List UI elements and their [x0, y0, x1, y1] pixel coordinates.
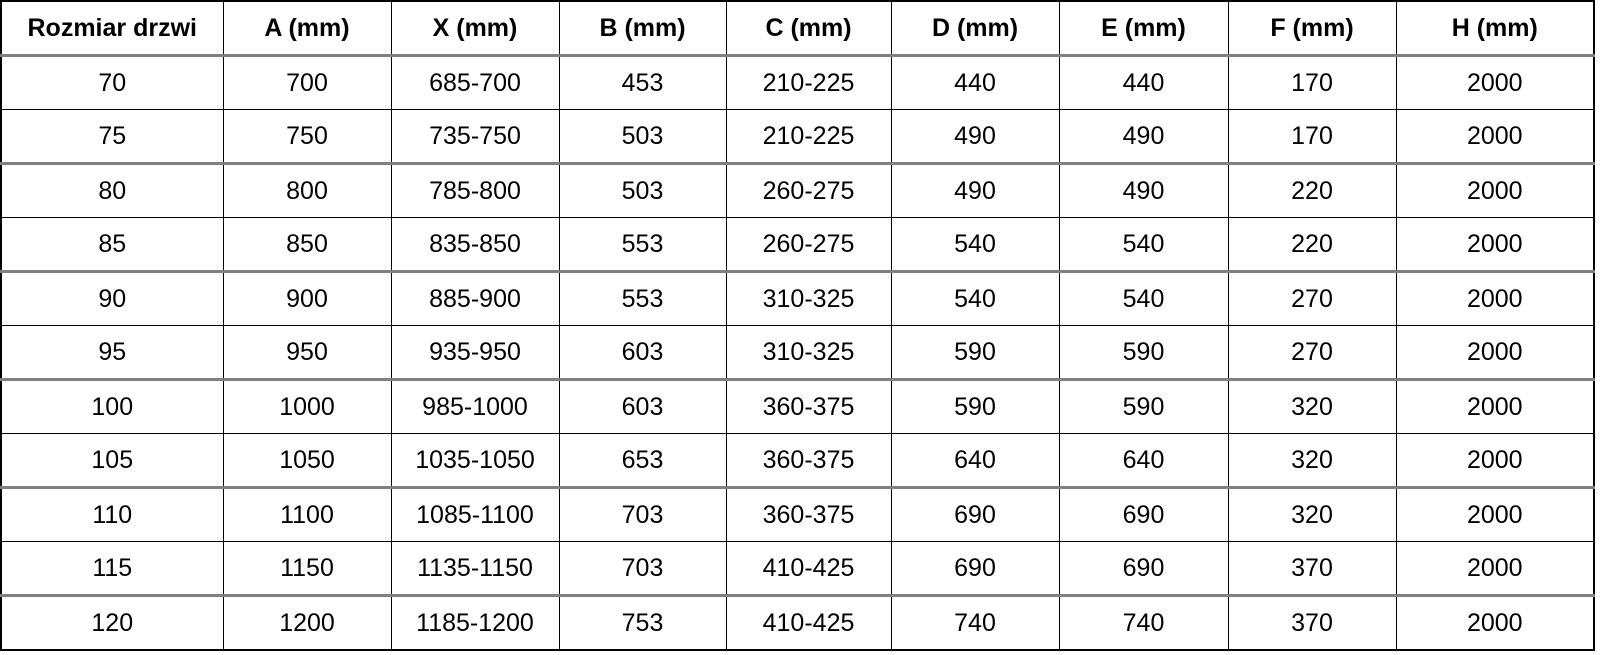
table-cell: 105 — [1, 434, 223, 488]
table-cell: 603 — [559, 326, 726, 380]
table-cell: 270 — [1228, 272, 1396, 326]
table-cell: 540 — [1059, 272, 1228, 326]
table-cell: 310-325 — [726, 326, 891, 380]
table-cell: 2000 — [1396, 110, 1594, 164]
table-cell: 320 — [1228, 380, 1396, 434]
table-cell: 740 — [891, 596, 1059, 651]
table-cell: 690 — [1059, 542, 1228, 596]
table-cell: 490 — [891, 164, 1059, 218]
table-row — [1, 380, 1594, 434]
table-cell: 210-225 — [726, 110, 891, 164]
table-cell: 590 — [891, 380, 1059, 434]
table-cell: 653 — [559, 434, 726, 488]
table-row — [1, 488, 1594, 542]
table-cell: 320 — [1228, 434, 1396, 488]
table-cell: 1000 — [223, 380, 391, 434]
table-row — [1, 434, 1594, 488]
table-cell: 2000 — [1396, 272, 1594, 326]
header-row — [1, 1, 1594, 56]
table-cell: 690 — [891, 542, 1059, 596]
column-header: Rozmiar drzwi — [1, 1, 223, 56]
table-cell: 100 — [1, 380, 223, 434]
table-cell: 753 — [559, 596, 726, 651]
table-cell: 220 — [1228, 164, 1396, 218]
table-cell: 85 — [1, 218, 223, 272]
table-cell: 690 — [1059, 488, 1228, 542]
table-cell: 735-750 — [391, 110, 559, 164]
table-cell: 260-275 — [726, 218, 891, 272]
column-header: H (mm) — [1396, 1, 1594, 56]
column-header: A (mm) — [223, 1, 391, 56]
table-row — [1, 56, 1594, 110]
table-cell: 503 — [559, 110, 726, 164]
table-cell: 785-800 — [391, 164, 559, 218]
table-cell: 370 — [1228, 596, 1396, 651]
table-cell: 603 — [559, 380, 726, 434]
table-cell: 1200 — [223, 596, 391, 651]
table-cell: 75 — [1, 110, 223, 164]
table-row — [1, 542, 1594, 596]
column-header: X (mm) — [391, 1, 559, 56]
table-cell: 2000 — [1396, 56, 1594, 110]
table-cell: 700 — [223, 56, 391, 110]
table-cell: 540 — [891, 272, 1059, 326]
table-cell: 740 — [1059, 596, 1228, 651]
table-cell: 210-225 — [726, 56, 891, 110]
table-cell: 1085-1100 — [391, 488, 559, 542]
table-cell: 503 — [559, 164, 726, 218]
table-cell: 900 — [223, 272, 391, 326]
table-cell: 95 — [1, 326, 223, 380]
table-cell: 1150 — [223, 542, 391, 596]
table-row — [1, 272, 1594, 326]
table-cell: 490 — [1059, 110, 1228, 164]
table-row — [1, 326, 1594, 380]
table-cell: 2000 — [1396, 380, 1594, 434]
table-cell: 553 — [559, 218, 726, 272]
table-cell: 360-375 — [726, 434, 891, 488]
table-cell: 220 — [1228, 218, 1396, 272]
table-cell: 2000 — [1396, 164, 1594, 218]
table-cell: 540 — [1059, 218, 1228, 272]
table-cell: 115 — [1, 542, 223, 596]
column-header: F (mm) — [1228, 1, 1396, 56]
table-cell: 690 — [891, 488, 1059, 542]
table-cell: 1135-1150 — [391, 542, 559, 596]
table-row — [1, 110, 1594, 164]
table-head — [1, 1, 1594, 56]
table-cell: 453 — [559, 56, 726, 110]
table-cell: 360-375 — [726, 380, 891, 434]
table-cell: 1185-1200 — [391, 596, 559, 651]
table-cell: 950 — [223, 326, 391, 380]
table-cell: 640 — [1059, 434, 1228, 488]
table-cell: 985-1000 — [391, 380, 559, 434]
table-cell: 80 — [1, 164, 223, 218]
table-row — [1, 596, 1594, 651]
table-cell: 2000 — [1396, 434, 1594, 488]
table-cell: 410-425 — [726, 542, 891, 596]
table-cell: 90 — [1, 272, 223, 326]
table-cell: 703 — [559, 542, 726, 596]
table-cell: 270 — [1228, 326, 1396, 380]
table-cell: 2000 — [1396, 596, 1594, 651]
table-cell: 885-900 — [391, 272, 559, 326]
table-cell: 120 — [1, 596, 223, 651]
table-cell: 553 — [559, 272, 726, 326]
table-cell: 490 — [1059, 164, 1228, 218]
table-cell: 310-325 — [726, 272, 891, 326]
table-cell: 590 — [1059, 326, 1228, 380]
table-cell: 410-425 — [726, 596, 891, 651]
table-row — [1, 164, 1594, 218]
table-cell: 850 — [223, 218, 391, 272]
column-header: C (mm) — [726, 1, 891, 56]
table-cell: 685-700 — [391, 56, 559, 110]
table-cell: 260-275 — [726, 164, 891, 218]
table-cell: 360-375 — [726, 488, 891, 542]
table-cell: 590 — [891, 326, 1059, 380]
table-cell: 440 — [891, 56, 1059, 110]
table-cell: 1035-1050 — [391, 434, 559, 488]
table-cell: 800 — [223, 164, 391, 218]
table-cell: 835-850 — [391, 218, 559, 272]
table-cell: 540 — [891, 218, 1059, 272]
table-cell: 370 — [1228, 542, 1396, 596]
table-cell: 490 — [891, 110, 1059, 164]
table-cell: 640 — [891, 434, 1059, 488]
table-cell: 2000 — [1396, 218, 1594, 272]
column-header: B (mm) — [559, 1, 726, 56]
table-cell: 935-950 — [391, 326, 559, 380]
table-cell: 2000 — [1396, 488, 1594, 542]
table-cell: 320 — [1228, 488, 1396, 542]
table-body — [1, 56, 1594, 651]
table-cell: 2000 — [1396, 542, 1594, 596]
table-cell: 750 — [223, 110, 391, 164]
table-cell: 70 — [1, 56, 223, 110]
table-cell: 110 — [1, 488, 223, 542]
table-cell: 703 — [559, 488, 726, 542]
table-row — [1, 218, 1594, 272]
table-cell: 1100 — [223, 488, 391, 542]
table-cell: 170 — [1228, 110, 1396, 164]
table-cell: 590 — [1059, 380, 1228, 434]
table-cell: 1050 — [223, 434, 391, 488]
table-cell: 2000 — [1396, 326, 1594, 380]
table-cell: 440 — [1059, 56, 1228, 110]
table-cell: 170 — [1228, 56, 1396, 110]
column-header: D (mm) — [891, 1, 1059, 56]
column-header: E (mm) — [1059, 1, 1228, 56]
